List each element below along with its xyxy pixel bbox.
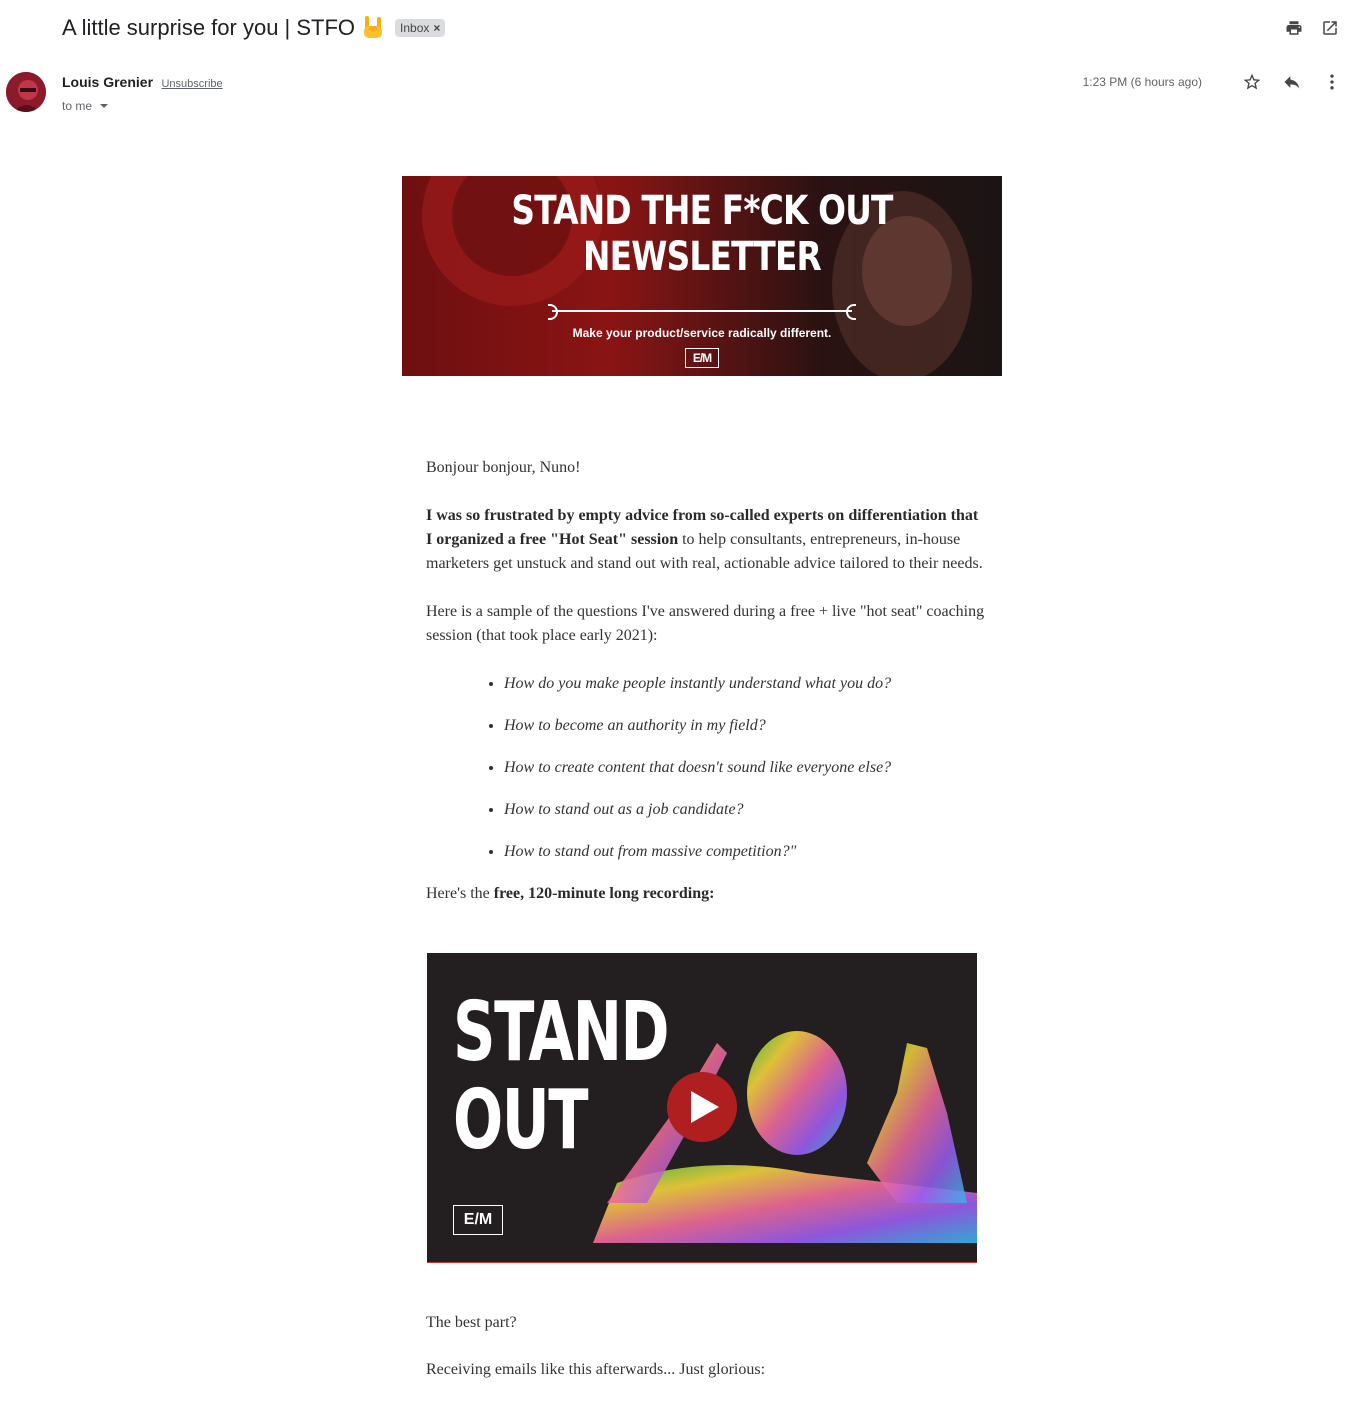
video-thumbnail[interactable] — [427, 953, 977, 1263]
list-item: • How to stand out from massive competition?" — [504, 840, 986, 864]
em-logo: E/M — [685, 348, 719, 368]
print-icon[interactable] — [1284, 18, 1304, 38]
greeting: Bonjour bonjour, Nuno! — [426, 459, 581, 476]
more-options-icon[interactable] — [1322, 72, 1342, 92]
sender-block — [62, 74, 223, 113]
email-subject: A little surprise for you | STFO — [62, 15, 356, 40]
banner-divider — [552, 310, 852, 312]
sample-intro: Here is a sample of the questions I've answered during a free + live "hot seat" coaching session (that took place early 2021): — [426, 603, 985, 644]
video-title-line1: STAND — [453, 985, 669, 1080]
recording-bold: free, 120-minute long recording: — [493, 885, 715, 902]
intro-rest: to help consultants, entrepreneurs, in-house marketers get unstuck and stand out with real, actionable advice tailored to their needs. — [426, 531, 983, 572]
banner-title — [456, 188, 948, 280]
banner-tagline: Make your product/service radically different. — [572, 326, 832, 340]
message-meta — [1083, 72, 1342, 92]
reply-icon[interactable] — [1282, 72, 1302, 92]
banner-title-line1: STAND THE F*CK OUT — [511, 188, 893, 234]
inbox-label-text: Inbox — [400, 21, 430, 35]
questions-list — [504, 672, 986, 864]
recording-line — [426, 882, 986, 906]
best-part-line: The best part? — [426, 1314, 517, 1331]
rock-on-hand-emoji-icon — [361, 14, 385, 42]
video-title-line2: OUT — [453, 1073, 588, 1168]
show-details-chevron-icon[interactable] — [100, 104, 108, 108]
email-body — [426, 456, 986, 930]
recording-prefix: Here's the — [426, 885, 494, 902]
remove-label-icon[interactable]: × — [433, 21, 441, 35]
star-icon[interactable] — [1242, 72, 1262, 92]
email-body-continued — [426, 1311, 986, 1405]
banner-title-line2: NEWSLETTER — [583, 234, 821, 280]
newsletter-banner[interactable] — [402, 176, 1002, 376]
recipient-line — [62, 99, 223, 113]
intro-bold: I was so frustrated by empty advice from so-called experts on differentiation that I organized a free "Hot Seat" session — [426, 507, 979, 548]
open-in-new-window-icon[interactable] — [1320, 18, 1340, 38]
recipient-text: to me — [62, 99, 93, 113]
sender-avatar[interactable] — [6, 72, 46, 112]
video-title — [453, 985, 669, 1168]
list-item: • How to become an authority in my field? — [504, 714, 986, 738]
message-timestamp: 1:23 PM (6 hours ago) — [1082, 75, 1202, 89]
glorious-line: Receiving emails like this afterwards... Just glorious: — [426, 1361, 766, 1378]
inbox-label-chip[interactable] — [395, 19, 445, 37]
unsubscribe-link[interactable]: Unsubscribe — [161, 78, 223, 90]
subject-row — [62, 14, 445, 42]
top-actions — [1284, 18, 1340, 38]
list-item: • How do you make people instantly understand what you do? — [504, 672, 986, 696]
list-item: • How to stand out as a job candidate? — [504, 798, 986, 822]
video-em-logo: E/M — [453, 1205, 503, 1235]
play-icon[interactable] — [667, 1072, 737, 1142]
list-item: • How to create content that doesn't sound like everyone else? — [504, 756, 986, 780]
intro-paragraph — [426, 504, 986, 576]
sender-name[interactable]: Louis Grenier — [62, 74, 154, 90]
